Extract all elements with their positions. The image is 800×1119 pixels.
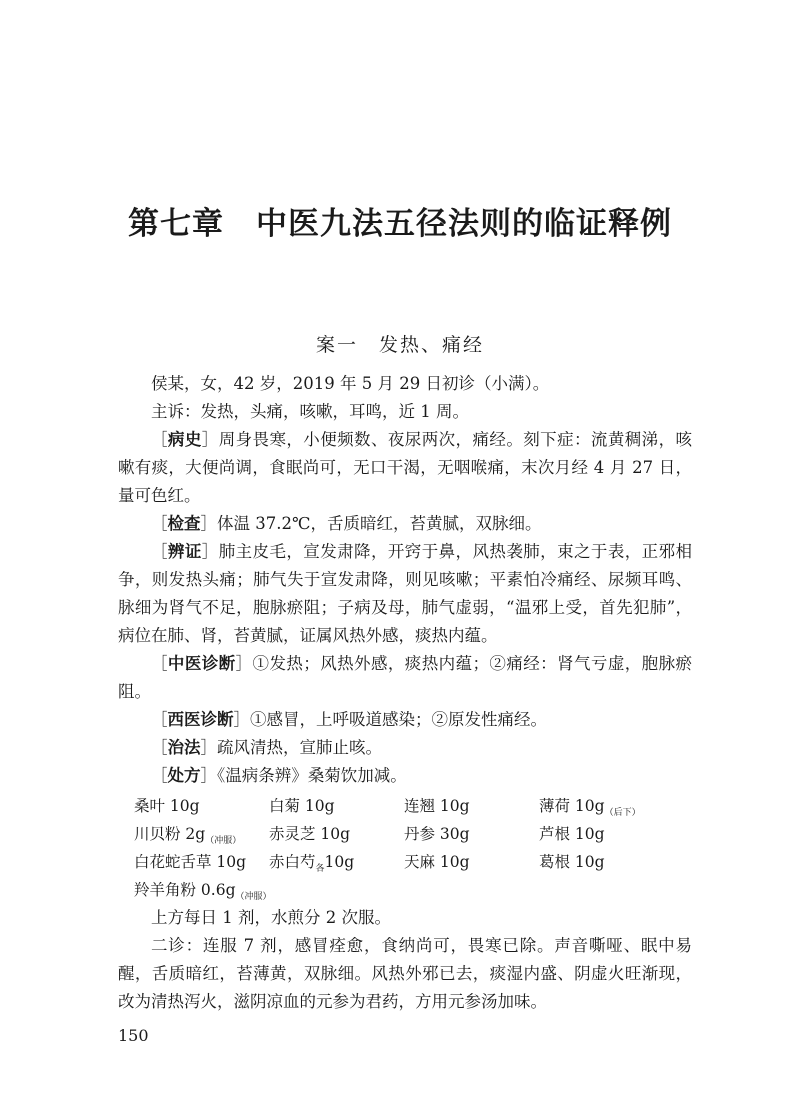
history-section: ［病史］周身畏寒，小便频数、夜尿两次，痛经。刻下症：流黄稠涕，咳嗽有痰，大便尚调，食眠尚可，无口干渴，无咽喉痛，末次月经 4 月 27 日，量可色红。 bbox=[118, 430, 693, 505]
herb-item: 赤白芍$_各$10g bbox=[269, 853, 355, 874]
chapter-title: 第七章 中医九法五径法则的临证释例 bbox=[128, 206, 672, 242]
herb-item: 芦根 10g bbox=[539, 825, 605, 843]
herb-item: 羚羊角粉 $0.6g_{(冲服)}$ bbox=[134, 881, 272, 902]
case-title: 案一 发热、痛经 bbox=[315, 334, 484, 356]
exam-section: ［检查］体温 37.2℃，舌质暗红，苔黄腻，双脉细。 bbox=[151, 514, 542, 533]
exam-label: 检查 bbox=[167, 514, 201, 533]
herb-item: 赤灵芝 10g bbox=[269, 825, 351, 843]
treatment-section: ［治法］疏风清热，宣肺止咳。 bbox=[151, 738, 382, 757]
herb-list bbox=[134, 791, 692, 903]
herb-item: 桑叶 10g bbox=[134, 797, 200, 815]
treatment-label: 治法 bbox=[167, 738, 201, 757]
prescription-label: 处方 bbox=[167, 766, 201, 785]
syndrome-label: 辨证 bbox=[167, 542, 202, 561]
herb-item: 川贝粉 $2g_{(冲服)}$ bbox=[134, 825, 242, 846]
herb-item: 葛根 10g bbox=[539, 853, 605, 871]
tcm-diagnosis-label: 中医诊断 bbox=[167, 654, 236, 673]
patient-intro: 侯某，女，42 岁，2019 年 5 月 29 日初诊（小满）。 bbox=[151, 374, 550, 393]
wm-diagnosis-label: 西医诊断 bbox=[167, 710, 234, 729]
herb-item: 薄荷 $10g_{(后下)}$ bbox=[539, 797, 641, 818]
history-label: 病史 bbox=[167, 430, 202, 449]
herb-item: 白菊 10g bbox=[269, 797, 335, 815]
second-visit: 二诊：连服 7 剂，感冒痊愈，食纳尚可，畏寒已除。声音嘶哑、眠中易醒，舌质暗红，苔薄黄，双脉细。风热外邪已去，痰湿内盛、阴虚火旺渐现，改为清热泻火，滋阴凉血的元参为君药，方用元参汤加味。 bbox=[118, 936, 692, 1011]
wm-diagnosis-text: ①感冒，上呼吸道感染；②原发性痛经。 bbox=[250, 710, 547, 729]
herb-item: 白花蛇舌草 10g bbox=[134, 853, 247, 871]
prescription-text: 《温病条辨》桑菊饮加减。 bbox=[217, 766, 407, 785]
herb-item: 丹参 30g bbox=[404, 825, 470, 843]
tcm-diagnosis-section: ［中医诊断］①发热；风热外感，痰热内蕴；②痛经：肾气亏虚，胞脉瘀阻。 bbox=[118, 654, 693, 701]
page-body bbox=[118, 370, 692, 1016]
herb-item: 天麻 10g bbox=[404, 853, 470, 871]
tcm-diagnosis-text: ①发热；风热外感，痰热内蕴；②痛经：肾气亏虚，胞脉瘀阻。 bbox=[118, 654, 693, 701]
dosage-instruction: 上方每日 1 剂，水煎分 2 次服。 bbox=[151, 908, 391, 927]
herb-row bbox=[134, 875, 692, 903]
syndrome-section: ［辨证］肺主皮毛，宣发肃降，开窍于鼻，风热袭肺，束之于表，正邪相争，则发热头痛；肺气失于宣发肃降，则见咳嗽；平素怕冷痛经、尿频耳鸣、脉细为肾气不足，胞脉瘀阻；子病及母，肺气虚弱，“温邪上受，首先犯肺”，病位在肺、肾，苔黄腻，证属风热外感，痰热内蕴。 bbox=[118, 542, 693, 645]
syndrome-text: 肺主皮毛，宣发肃降，开窍于鼻，风热袭肺，束之于表，正邪相争，则发热头痛；肺气失于宣发肃降，则见咳嗽；平素怕冷痛经、尿频耳鸣、脉细为肾气不足，胞脉瘀阻；子病及母，肺气虚弱，“温邪上受，首先犯肺”，病位在肺、肾，苔黄腻，证属风热外感，痰热内蕴。 bbox=[118, 542, 693, 645]
treatment-text: 疏风清热，宣肺止咳。 bbox=[217, 738, 382, 757]
prescription-section: ［处方］《温病条辨》桑菊饮加减。 bbox=[151, 766, 407, 785]
page-number: 150 bbox=[118, 1026, 149, 1045]
herb-row bbox=[134, 847, 692, 875]
herb-row bbox=[134, 819, 692, 847]
chief-complaint: 主诉：发热，头痛，咳嗽，耳鸣，近 1 周。 bbox=[151, 402, 469, 421]
wm-diagnosis-section: ［西医诊断］①感冒，上呼吸道感染；②原发性痛经。 bbox=[151, 710, 547, 729]
history-text: 周身畏寒，小便频数、夜尿两次，痛经。刻下症：流黄稠涕，咳嗽有痰，大便尚调，食眠尚可，无口干渴，无咽喉痛，末次月经 4 月 27 日，量可色红。 bbox=[118, 430, 693, 505]
herb-item: 连翘 10g bbox=[404, 797, 470, 815]
exam-text: 体温 37.2℃，舌质暗红，苔黄腻，双脉细。 bbox=[217, 514, 542, 533]
herb-row bbox=[134, 791, 692, 819]
